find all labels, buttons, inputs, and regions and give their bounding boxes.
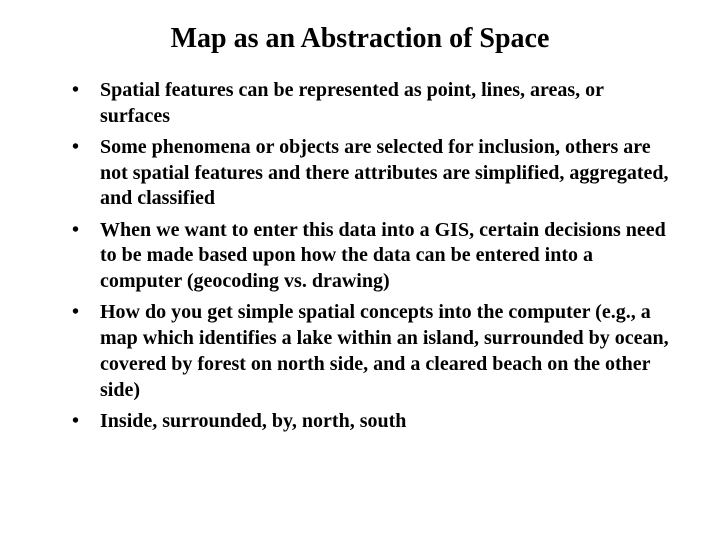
bullet-icon: •	[72, 409, 80, 432]
slide-title: Map as an Abstraction of Space	[170, 23, 550, 54]
bullet-text: How do you get simple spatial concepts into the computer (e.g., a map which identifies a lake within an island, surrounded by ocean, covered by forest on north side, and a cleared beach on the other side)	[100, 301, 669, 401]
list-item	[72, 135, 672, 212]
bullet-icon: •	[72, 301, 80, 324]
bullet-list	[72, 78, 672, 440]
list-item	[72, 409, 672, 435]
bullet-text: Inside, surrounded, by, north, south	[100, 409, 407, 432]
bullet-text: When we want to enter this data into a GIS, certain decisions need to be made based upon how the data can be entered into a computer (geocoding vs. drawing)	[100, 218, 666, 293]
list-item	[72, 300, 672, 403]
bullet-text: Some phenomena or objects are selected for inclusion, others are not spatial features and there attributes are simplified, aggregated, and classified	[100, 135, 669, 210]
bullet-icon: •	[72, 218, 80, 241]
bullet-icon: •	[72, 79, 80, 101]
list-item	[72, 78, 672, 130]
bullet-icon: •	[72, 135, 80, 158]
bullet-text: Spatial features can be represented as point, lines, areas, or surfaces	[100, 79, 604, 127]
list-item	[72, 218, 672, 295]
